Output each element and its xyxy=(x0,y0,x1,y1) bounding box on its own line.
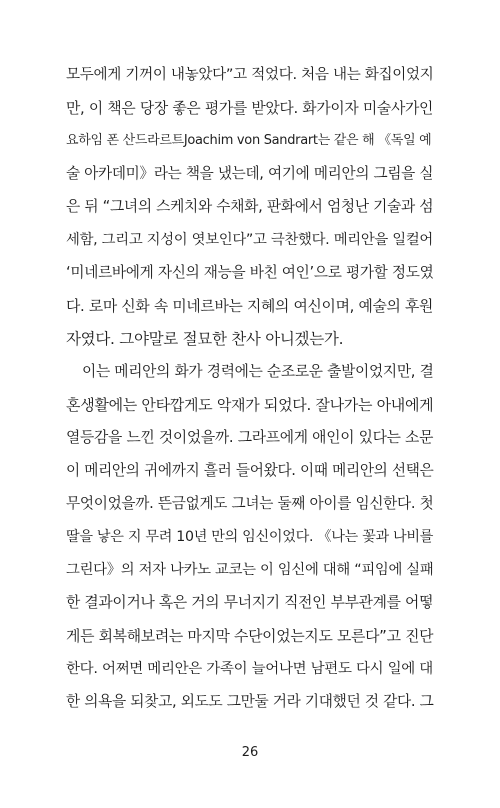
text-line: 모두에게 기꺼이 내놓았다”고 적었다. 처음 내는 화집이었지 xyxy=(66,66,434,83)
text-line: 한다. 어쩌면 메리안은 가족이 늘어나면 남편도 다시 일에 대 xyxy=(66,661,433,677)
text-line: 그린다》의 저자 나카노 교코는 이 임신에 대해 “피임에 실패 xyxy=(66,562,434,578)
text-line: 만, 이 책은 당장 좋은 평가를 받았다. 화가이자 미술사가인 xyxy=(66,99,434,117)
text-line: 은 뒤 “그녀의 스케치와 수채화, 판화에서 엄청난 기술과 섬 xyxy=(66,198,434,215)
text-line: 술 아카데미》라는 책을 냈는데, 여기에 메리안의 그림을 실 xyxy=(66,165,434,182)
text-line: 자였다. 그야말로 절묘한 찬사 아니겠는가. xyxy=(66,330,344,348)
text-line: 한 결과이거나 혹은 거의 무너지기 직전인 부부관계를 어떻 xyxy=(66,594,434,611)
text-line: 딸을 낳은 지 무려 10년 만의 임신이었다. 《나는 꽃과 나비를 xyxy=(66,529,434,545)
text-line: 게든 회복해보려는 마지막 수단이었는지도 모른다”고 진단 xyxy=(66,627,434,645)
text-line: 무엇이었을까. 뜬금없게도 그녀는 둘째 아이를 임신한다. 첫 xyxy=(66,495,434,512)
text-line: 세함, 그리고 지성이 엿보인다”고 극찬했다. 메리안을 일컬어 xyxy=(66,232,433,248)
paragraph-first-line: 이는 메리안의 화가 경력에는 순조로운 출발이었지만, 결 xyxy=(82,363,434,380)
text-line: 다. 로마 신화 속 미네르바는 지혜의 여신이며, 예술의 후원 xyxy=(66,297,434,315)
text-line: 이 메리안의 귀에까지 흘러 들어왔다. 이때 메리안의 선택은 xyxy=(66,462,434,479)
text-line: 요하임 폰 산드라르트Joachim von Sandrart는 같은 해 《독일 예 xyxy=(66,133,432,148)
text-line: 혼생활에는 안타깝게도 악재가 되었다. 잘나가는 아내에게 xyxy=(66,396,434,414)
text-line: ‘미네르바에게 자신의 재능을 바친 여인’으로 평가할 정도였 xyxy=(66,264,434,281)
text-line: 열등감을 느낀 것이었을까. 그라프에게 애인이 있다는 소문 xyxy=(66,429,434,446)
page-number: 26 xyxy=(241,745,259,760)
text-line: 한 의욕을 되찾고, 외도도 그만둘 거라 기대했던 것 같다. 그 xyxy=(66,693,434,710)
